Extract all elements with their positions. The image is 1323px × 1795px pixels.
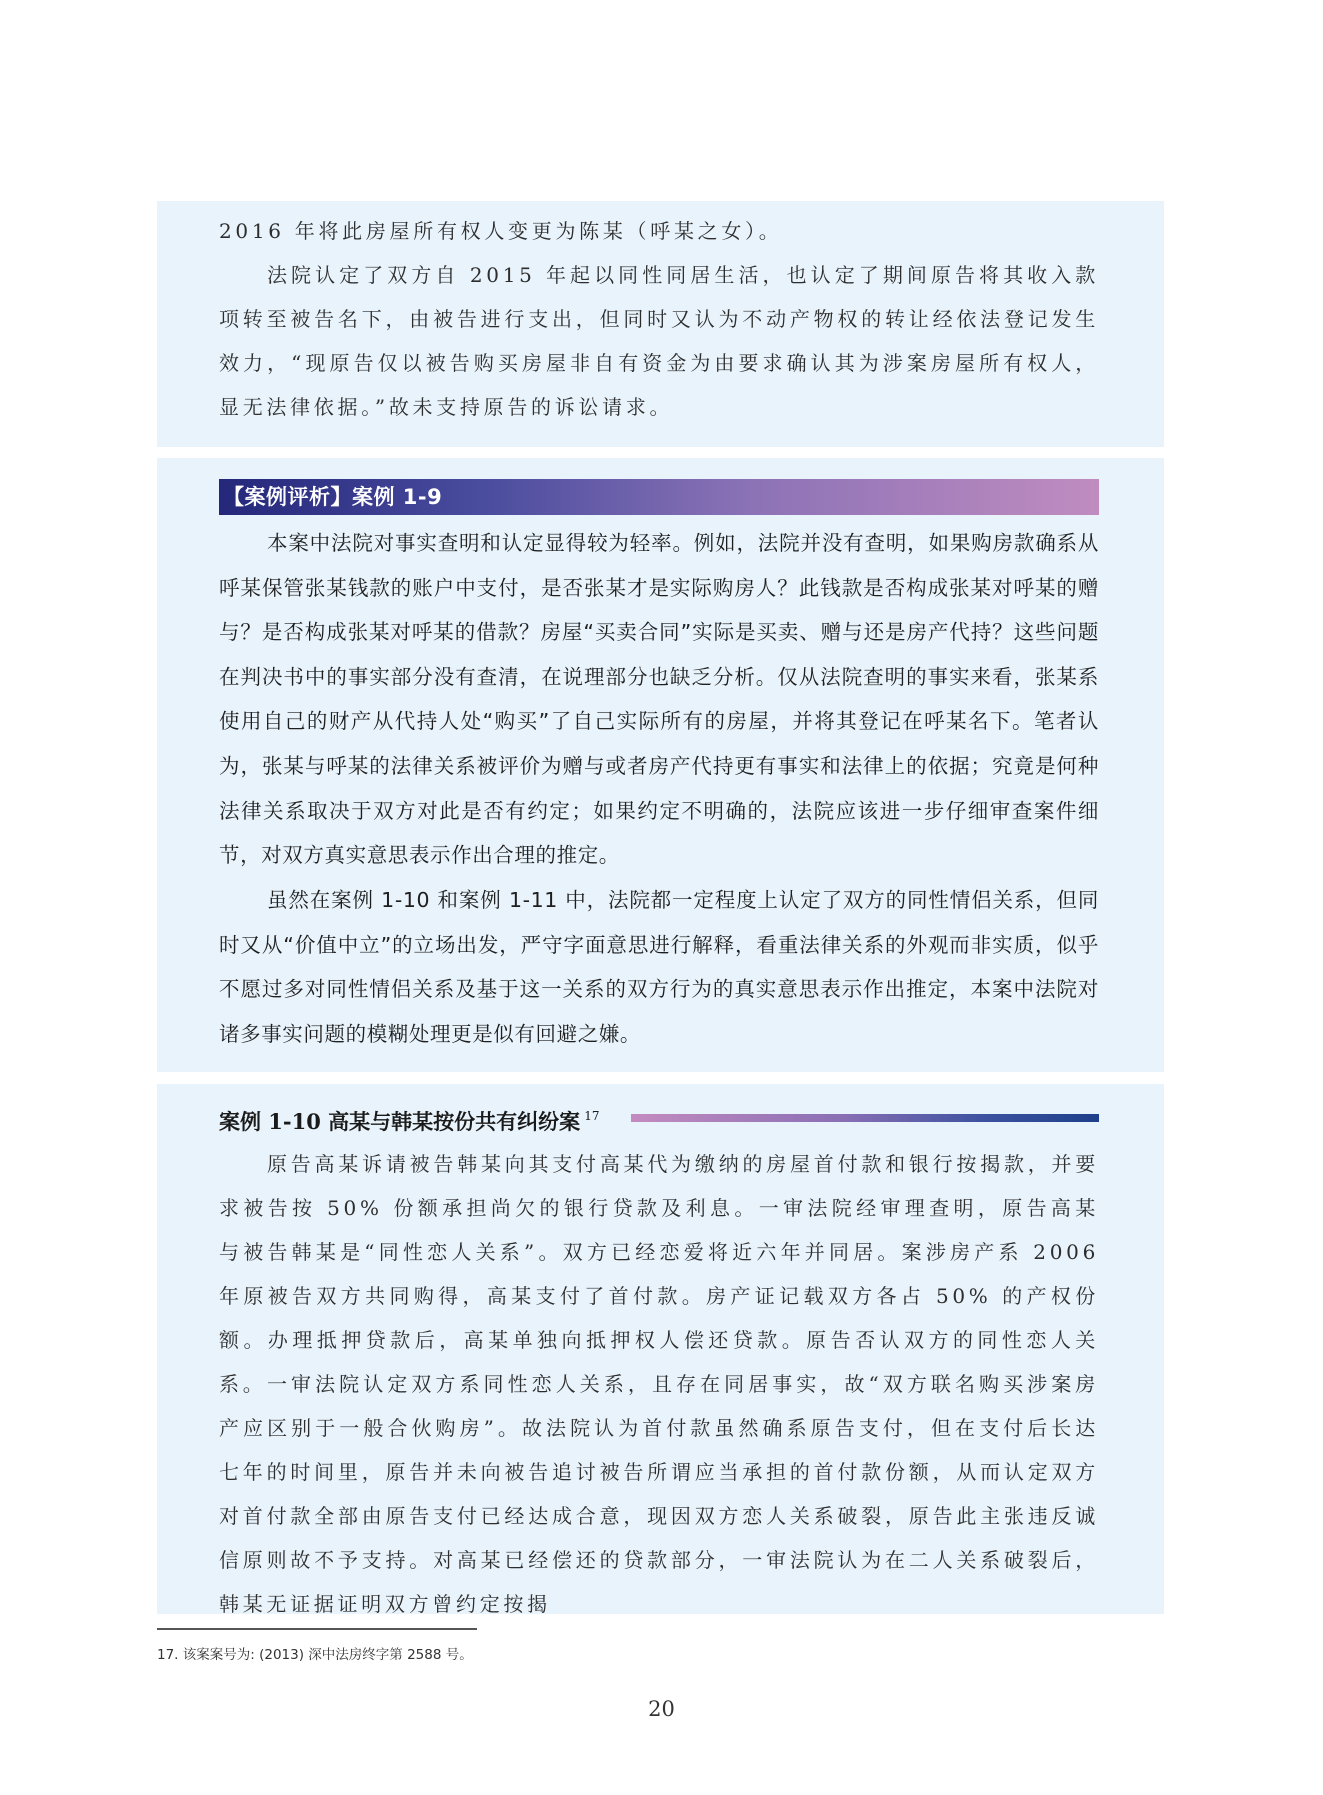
case-analysis-title: 【案例评析】案例 1-9: [223, 485, 443, 509]
case-box: [157, 1084, 1164, 1614]
footnote-divider: [157, 1628, 477, 1630]
footnote-ref: 17: [584, 1109, 600, 1123]
case-box-continued: [157, 201, 1164, 447]
case-analysis-box: [157, 458, 1164, 1072]
case-title: [219, 1098, 599, 1140]
case-title-text: 案例 1-10 高某与韩某按份共有纠纷案: [219, 1109, 581, 1134]
case-title-decoration: [631, 1114, 1099, 1122]
paragraph: 一审法院认定双方系同性恋人关系，且存在同居事实，故“双方联名购买涉案房产应区别于一般合伙购房”。故法院认为首付款虽然确系原告支付，但在支付后长达七年的时间里，原告并未向被告追讨被告所谓应当承担的首付款份额，从而认定双方对首付款全部由原告支付已经达成合意，现因双方恋人关系破裂，原告此主张违反诚信原则故不予支持。对高某已经偿还的贷款部分，一审法院认为在二人关系破裂后，韩某无证据证明双方曾约定按揭: [219, 1372, 1099, 1616]
paragraph: 虽然在案例 1-10 和案例 1-11 中，法院都一定程度上认定了双方的同性情侣关系，但同时又从“价值中立”的立场出发，严守字面意思进行解释，看重法律关系的外观而非实质，似乎不愿过多对同性情侣关系及基于这一关系的双方行为的真实意思表示作出推定，本案中法院对诸多事实问题的模糊处理更是似有回避之嫌。: [219, 888, 1099, 1046]
paragraph: 2016 年将此房屋所有权人变更为陈某（呼某之女）。: [219, 219, 783, 243]
paragraph: 本案中法院对事实查明和认定显得较为轻率。例如，法院并没有查明，如果购房款确系从呼某保管张某钱款的账户中支付，是否张某才是实际购房人？此钱款是否构成张某对呼某的赠与？是否构成张某对呼某的借款？房屋“买卖合同”实际是买卖、赠与还是房产代持？这些问题在判决书中的事实部分没有查清，在说理部分也缺乏分析。仅从法院查明的事实来看，张某系使用自己的财产从代持人处“购买”了自己实际所有的房屋，并将其登记在呼某名下。笔者认为，张某与呼某的法律关系被评价为赠与或者房产代持更有事实和法律上的依据；究竟是何种法律关系取决于双方对此是否有约定；如果约定不明确的，法院应该进一步仔细审查案件细节，对双方真实意思表示作出合理的推定。: [219, 531, 1099, 868]
case-analysis-title-bar: [219, 479, 1099, 515]
paragraph: 原告高某诉请被告韩某向其支付高某代为缴纳的房屋首付款和银行按揭款，并要求被告按 50% 份额承担尚欠的银行贷款及利息。一审法院经审理查明，原告高某与被告韩某是“同性恋人关系”。双方已经恋爱将近六年并同居。案涉房产系 2006 年原被告双方共同购得，高某支付了首付款。房产证记载双方各占 50% 的产权份额。办理抵押贷款后，高某单独向抵押权人偿还贷款。原告否认双方的同性恋人关系。: [219, 1152, 1099, 1396]
footnote: 17. 该案案号为: (2013) 深中法房终字第 2588 号。: [157, 1647, 473, 1663]
page-number: 20: [648, 1697, 675, 1721]
paragraph: 法院认定了双方自 2015 年起以同性同居生活，也认定了期间原告将其收入款项转至被告名下，由被告进行支出，但同时又认为不动产物权的转让经依法登记发生效力，“现原告仅以被告购买房屋非自有资金为由要求确认其为涉案房屋所有权人，显无法律依据。”故未支持原告的诉讼请求。: [219, 263, 1099, 419]
